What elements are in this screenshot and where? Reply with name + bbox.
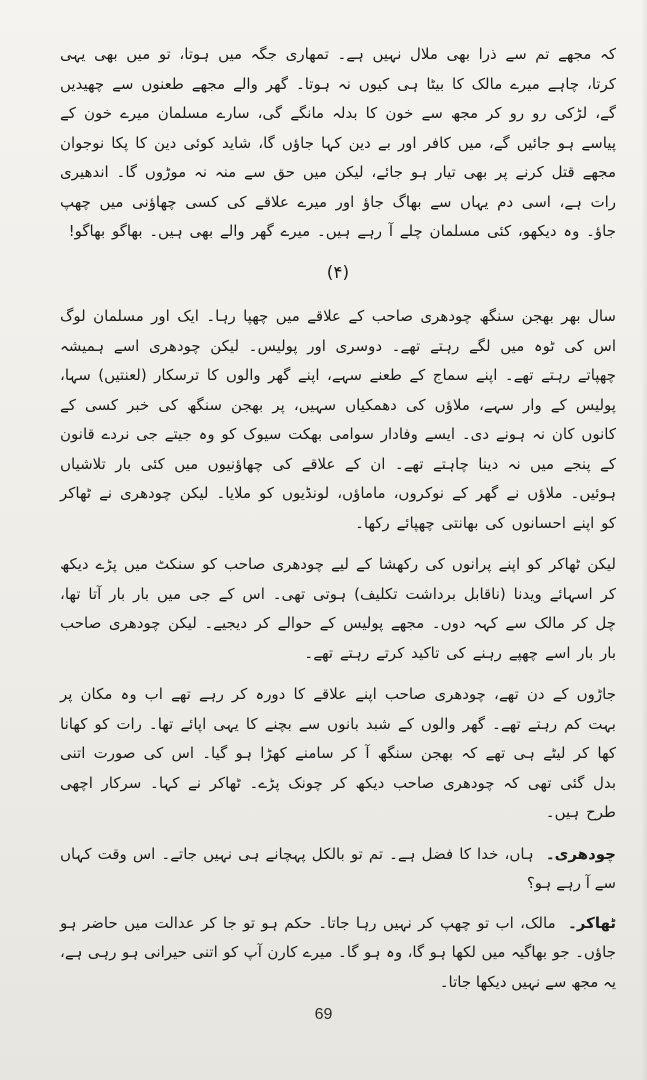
dialogue-line-thakur (60, 909, 616, 998)
paragraph-3: جاڑوں کے دن تھے، چودھری صاحب اپنے علاقے کا دورہ کر رہے تھے اب وہ مکان پر بہت کم رہتے تھے۔ گھر والوں کے شبد بانوں سے بچنے کا یہی اپائے تھا۔ رات کو کھانا کھا کر لیٹے ہی تھے کہ بھجن سنگھ آ کر سامنے کھڑا ہو گیا۔ اس کی صورت اتنی بدل گئی تھی کہ چودھری صاحب دیکھ کر چونک پڑے۔ ٹھاکر نے کہا۔ سرکار اچھی طرح ہیں۔ (60, 685, 616, 821)
paragraph-1: سال بھر بھجن سنگھ چودھری صاحب کے علاقے میں چھپا رہا۔ ایک اور مسلمان لوگ اس کی ٹوہ میں لگے رہتے تھے۔ دوسری اور پولیس۔ لیکن چودھری اسے ہمیشہ چھپاتے رہتے تھے۔ اپنے سماج کے طعنے سہے، اپنے گھر والوں کا ترسکار (لعنتیں) سہا، پولیس کے وار سہے، ملاؤں کی دھمکیاں سہیں، پر بھجن سنگھ کی خبر کسی کے کانوں کان نہ ہونے دی۔ ایسے وفادار سوامی بھکت سیوک کو وہ جیتے جی نردے قانون کے پنجے میں نہ دینا چاہتے تھے۔ ان کے علاقے کی چھاؤنیوں میں کئی بار تلاشیاں ہوئیں۔ ملاؤں نے گھر کے نوکروں، ماماؤں، لونڈیوں کو ملایا۔ لیکن چودھری نے ٹھاکر کو اپنے احسانوں کی بھانتی چھپائے رکھا۔ (60, 307, 616, 532)
page-edge-shadow (641, 0, 647, 1080)
page-body-text (60, 40, 616, 1007)
dialogue-text-thakur: مالک، اب تو چھپ کر نہیں رہا جاتا۔ حکم ہو تو جا کر عدالت میں حاضر ہو جاؤں۔ جو بھاگیہ میں لکھا ہو گا، وہ ہو گا۔ میرے کارن آپ کو اتنی حیرانی ہو رہی ہے، یہ مجھ سے نہیں دیکھا جاتا۔ (60, 913, 616, 991)
speaker-chaudhry: چودھری۔ (545, 844, 616, 863)
section-number: (۴) (326, 262, 350, 283)
dialogue-line-chaudhry (60, 840, 616, 899)
paragraph-2: لیکن ٹھاکر کو اپنے پرانوں کی رکھشا کے لیے چودھری صاحب کو سنکٹ میں پڑے دیکھ کر اسہائے ویدنا (ناقابل برداشت تکلیف) ہوتی تھی۔ اس کے جی میں بار بار آتا تھا، چل کر مالک سے کہہ دوں۔ مجھے پولیس کے حوالے کر دیجیے۔ لیکن چودھری صاحب بار بار اسے چھپے رہنے کی تاکید کرتے رہتے تھے۔ (60, 555, 616, 662)
speaker-thakur: ٹھاکر۔ (567, 913, 616, 932)
paragraph-opening: کہ مجھے تم سے ذرا بھی ملال نہیں ہے۔ تمھاری جگہ میں ہوتا، تو میں بھی یہی کرتا، چاہے میرے مالک کا بیٹا ہی کیوں نہ ہوتا۔ گھر والے مجھے طعنوں سے چھیدیں گے، لڑکی رو رو کر مجھ سے خون کا بدلہ مانگے گی، سارے مسلمان میرے خون کے پیاسے ہو جائیں گے، میں کافر اور بے دین کہا جاؤں گا، شاید کوئی دین کا پکا نوجوان مجھے قتل کرنے پر بھی تیار ہو جائے، لیکن میں حق سے منہ نہ موڑوں گا۔ اندھیری رات ہے، اسی دم یہاں سے بھاگ جاؤ اور میرے علاقے کی کسی چھاؤنی میں چھپ جاؤ۔ وہ دیکھو، کئی مسلمان چلے آ رہے ہیں۔ میرے گھر والے بھی ہیں۔ بھاگو بھاگو! (60, 45, 616, 240)
page-number: 69 (314, 1006, 333, 1023)
dialogue-text-chaudhry: ہاں، خدا کا فضل ہے۔ تم تو بالکل پہچانے ہی نہیں جاتے۔ اس وقت کہاں سے آ رہے ہو؟ (60, 844, 616, 892)
